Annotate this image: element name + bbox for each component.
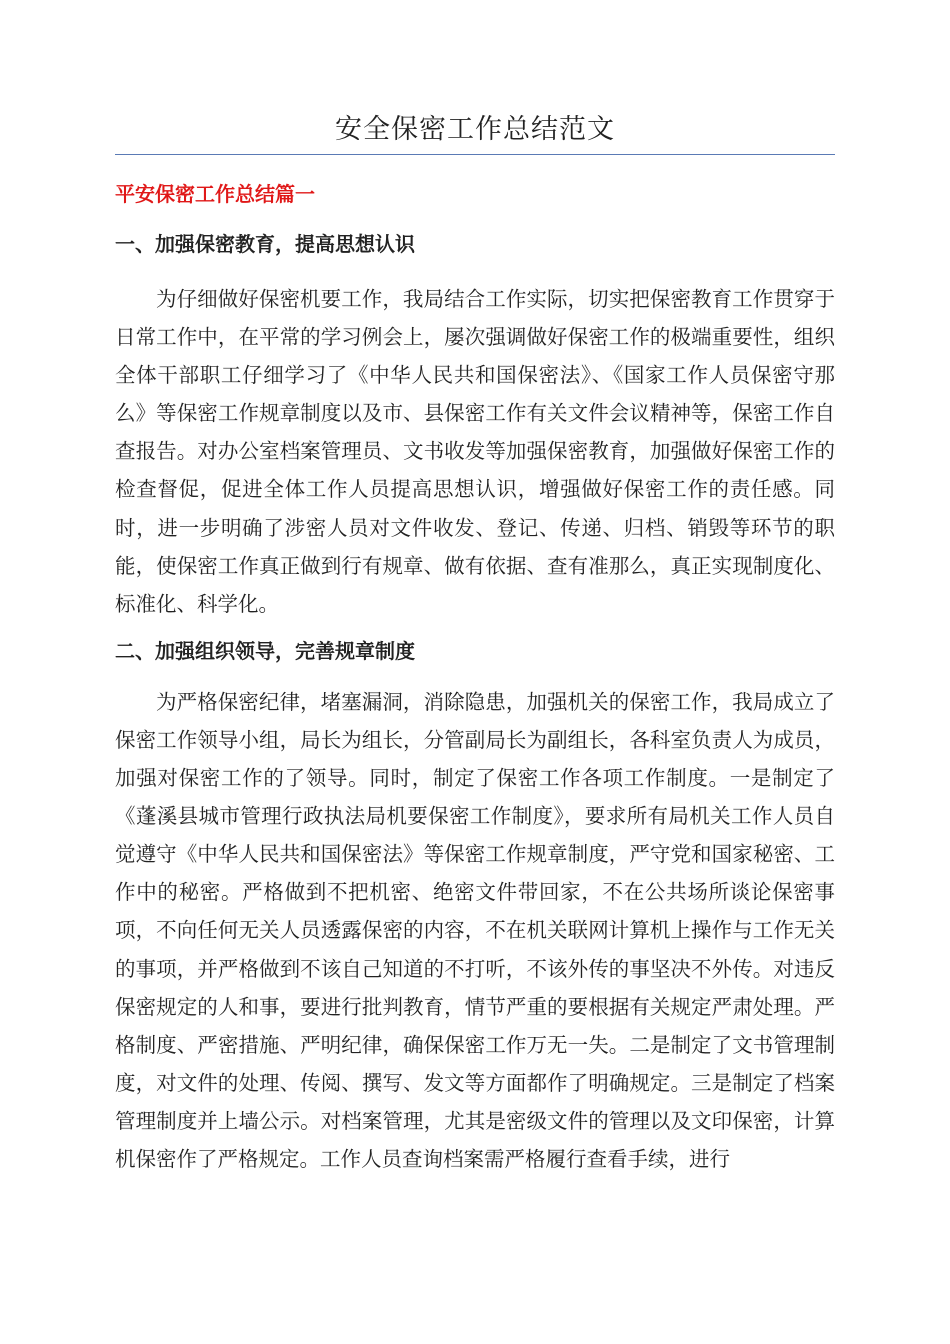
section-heading-2: 二、加强组织领导，完善规章制度 [115,638,415,663]
document-body [115,176,835,1178]
section-paragraph-2: 为严格保密纪律，堵塞漏洞，消除隐患，加强机关的保密工作，我局成立了保密工作领导小组，局长为组长，分管副局长为副组长，各科室负责人为成员，加强对保密工作的了领导。同时，制定了保密工作各项工作制度。一是制定了《蓬溪县城市管理行政执法局机要保密工作制度》，要求所有局机关工作人员自觉遵守《中华人民共和国保密法》等保密工作规章制度，严守党和国家秘密、工作中的秘密。严格做到不把机密、绝密文件带回家，不在公共场所谈论保密事项，不向任何无关人员透露保密的内容，不在机关联网计算机上操作与工作无关的事项，并严格做到不该自己知道的不打听，不该外传的事坚决不外传。对违反保密规定的人和事，要进行批判教育，情节严重的要根据有关规定严肃处理。严格制度、严密措施、严明纪律，确保保密工作万无一失。二是制定了文书管理制度，对文件的处理、传阅、撰写、发文等方面都作了明确规定。三是制定了档案管理制度并上墙公示。对档案管理，尤其是密级文件的管理以及文印保密，计算机保密作了严格规定。工作人员查询档案需严格履行查看手续，进行 [115,689,835,1171]
title-underline [115,154,835,155]
article-subtitle: 平安保密工作总结篇一 [115,182,315,206]
section-paragraph-1: 为仔细做好保密机要工作，我局结合工作实际，切实把保密教育工作贯穿于日常工作中，在平常的学习例会上，屡次强调做好保密工作的极端重要性，组织全体干部职工仔细学习了《中华人民共和国保密法》、《国家工作人员保密守那么》等保密工作规章制度以及市、县保密工作有关文件会议精神等，保密工作自查报告。对办公室档案管理员、文书收发等加强保密教育，加强做好保密工作的检查督促，促进全体工作人员提高思想认识，增强做好保密工作的责任感。同时，进一步明确了涉密人员对文件收发、登记、传递、归档、销毁等环节的职能，使保密工作真正做到行有规章、做有依据、查有准那么，真正实现制度化、标准化、科学化。 [115,287,835,616]
document-title: 安全保密工作总结范文 [335,114,615,145]
section-heading-1: 一、加强保密教育，提高思想认识 [115,232,415,256]
